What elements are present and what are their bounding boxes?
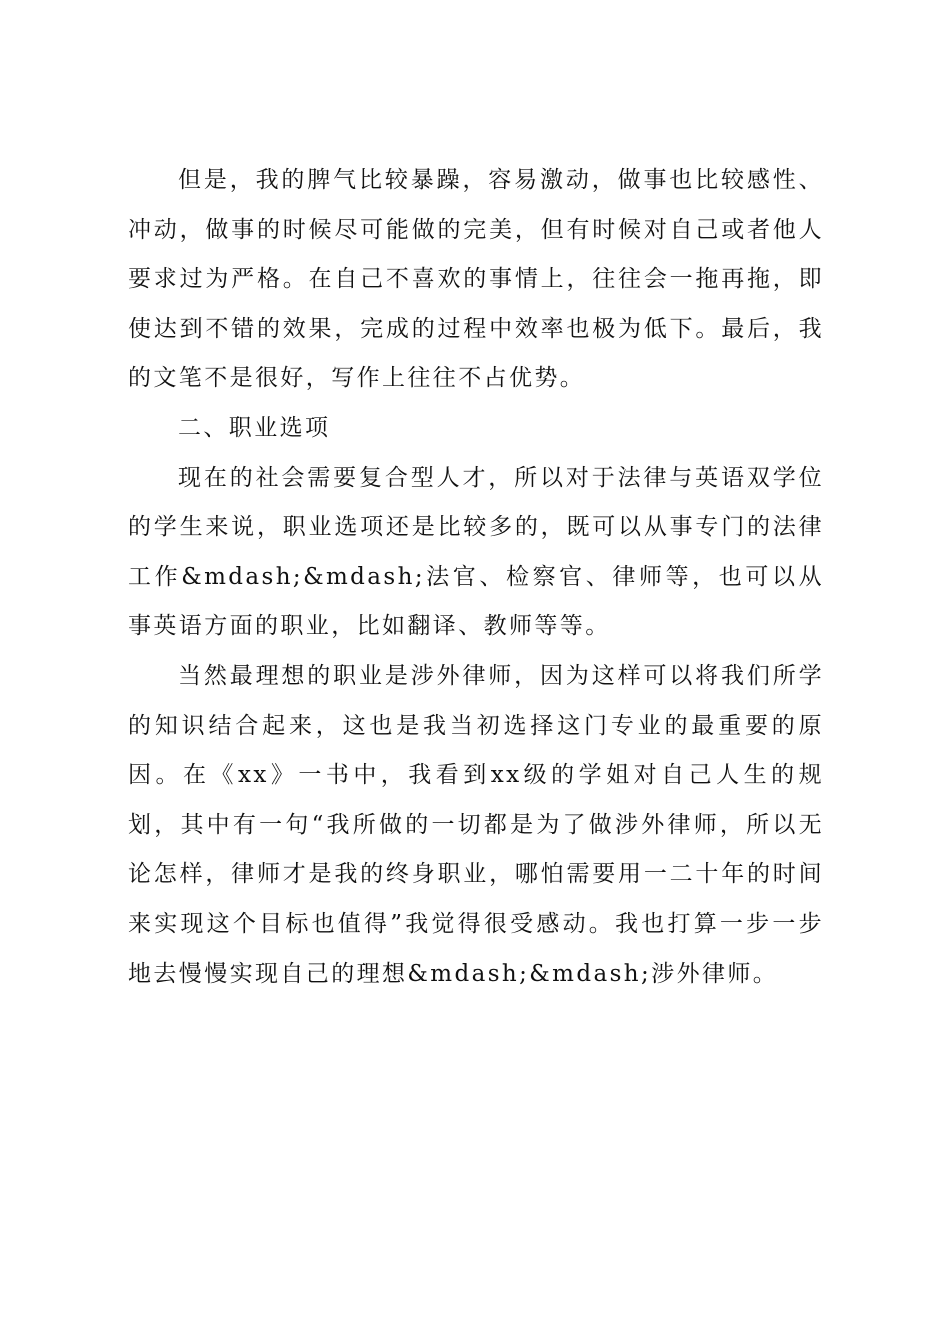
paragraph-ideal-career: 当然最理想的职业是涉外律师，因为这样可以将我们所学的知识结合起来，这也是我当初选择这门专业的最重要的原因。在《xx》一书中，我看到xx级的学姐对自己人生的规划，其中有一句“我所做的一切都是为了做涉外律师，所以无论怎样，律师才是我的终身职业，哪怕需要用一二十年的时间来实现这个目标也值得”我觉得很受感动。我也打算一步一步地去慢慢实现自己的理想&mdash;&mdash;涉外律师。 — [128, 662, 824, 987]
paragraph-career-options: 现在的社会需要复合型人才，所以对于法律与英语双学位的学生来说，职业选项还是比较多的，既可以从事专门的法律工作&mdash;&mdash;法官、检察官、律师等，也可以从事英语方面的职业，比如翻译、教师等等。 — [128, 464, 824, 640]
section-heading-career-options: 二、职业选项 — [178, 414, 331, 441]
document-body — [128, 156, 824, 999]
paragraph-temperament: 但是，我的脾气比较暴躁，容易激动，做事也比较感性、冲动，做事的时候尽可能做的完美，但有时候对自己或者他人要求过为严格。在自己不喜欢的事情上，往往会一拖再拖，即使达到不错的效果，完成的过程中效率也极为低下。最后，我的文笔不是很好，写作上往往不占优势。 — [128, 167, 824, 392]
